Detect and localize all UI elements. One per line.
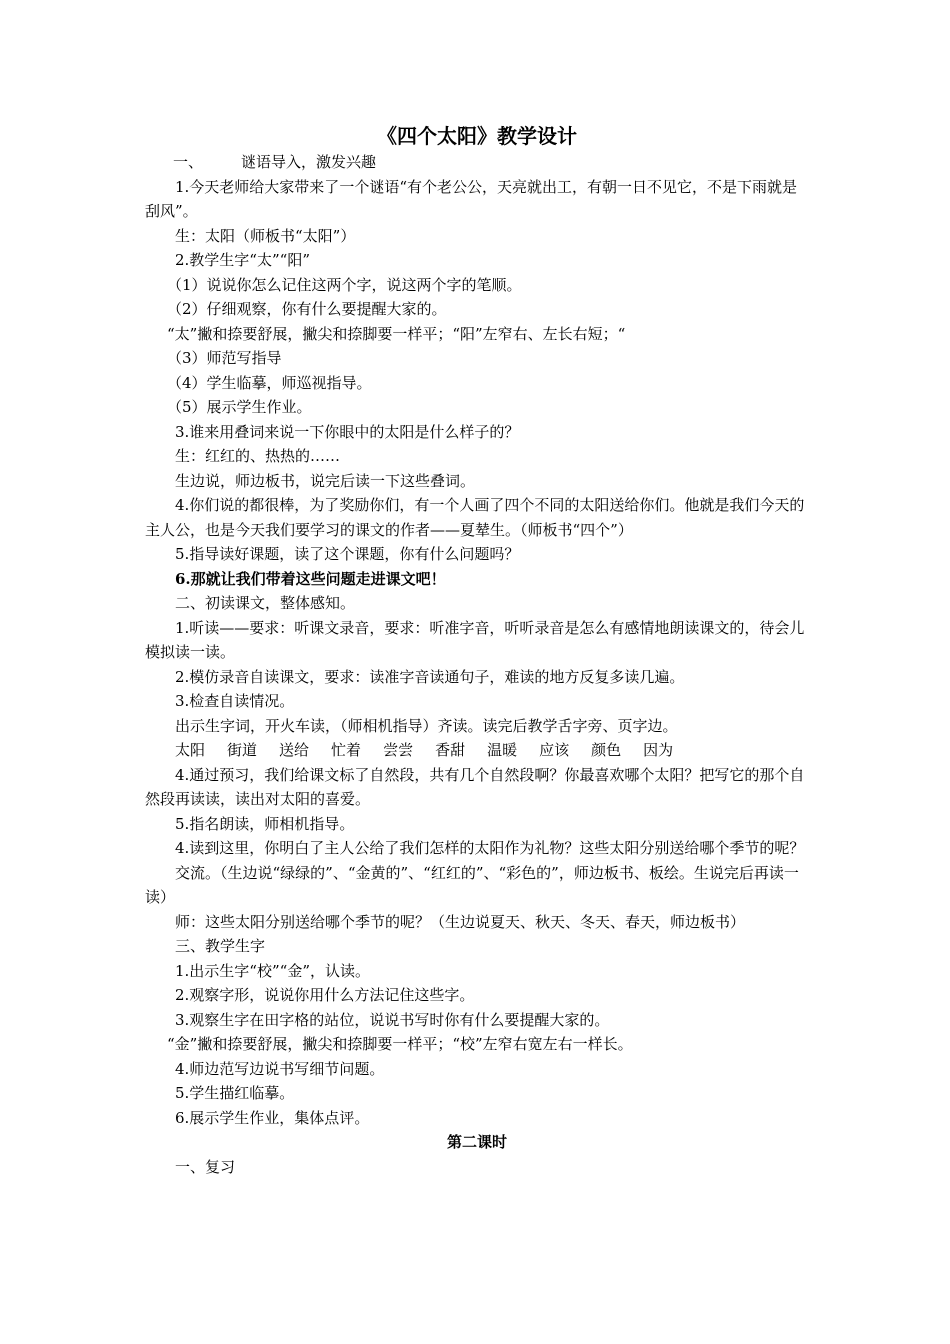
paragraph: 3.检查自读情况。 [175, 692, 295, 710]
paragraph: 5.学生描红临摹。 [175, 1084, 295, 1102]
paragraph: 6.那就让我们带着这些问题走进课文吧！ [175, 569, 446, 588]
paragraph: 4.通过预习，我们给课文标了自然段，共有几个自然段啊？你最喜欢哪个太阳？把写它的那个自然段再读读，读出对太阳的喜爱。 [145, 765, 805, 808]
vocab-word: 应该 [539, 741, 570, 759]
paragraph: （5）展示学生作业。 [167, 398, 312, 416]
vocab-word: 因为 [643, 741, 674, 759]
vocab-word: 太阳 [175, 741, 206, 759]
paragraph: 6.展示学生作业，集体点评。 [175, 1108, 370, 1127]
paragraph: （2）仔细观察，你有什么要提醒大家的。 [167, 300, 447, 318]
section-heading-3: 三、教学生字 [175, 937, 266, 955]
paragraph: 师：这些太阳分别送给哪个季节的呢？（生边说夏天、秋天、冬天、春天，师边板书） [175, 912, 746, 931]
paragraph: 2.模仿录音自读课文，要求：读准字音读通句子，难读的地方反复多读几遍。 [175, 667, 685, 686]
section-heading-2: 二、初读课文，整体感知。 [175, 594, 356, 612]
vocab-word: 忙着 [331, 741, 362, 759]
paragraph: 5.指导读好课题，读了这个课题，你有什么问题吗？ [175, 545, 520, 563]
paragraph: 出示生字词，开火车读，（师相机指导）齐读。读完后教学舌字旁、页字边。 [175, 716, 678, 735]
section-heading-1: 一、 谜语导入，激发兴趣 [173, 153, 377, 171]
paragraph: 1.听读——要求：听课文录音，要求：听准字音，听听录音是怎么有感情地朗读课文的，待会儿模拟读一读。 [145, 618, 805, 661]
paragraph: 2.教学生字“太”“阳” [175, 251, 310, 269]
paragraph: 3.谁来用叠词来说一下你眼中的太阳是什么样子的？ [175, 422, 520, 441]
vocabulary-list [145, 738, 809, 763]
vocab-word: 温暖 [487, 741, 518, 759]
paragraph: 2.观察字形，说说你用什么方法记住这些字。 [175, 986, 475, 1004]
lesson-heading: 第二课时 [446, 1133, 507, 1151]
document-body [145, 122, 809, 1179]
paragraph: 4.你们说的都很棒，为了奖励你们，有一个人画了四个不同的太阳送给你们。他就是我们今天的主人公，也是今天我们要学习的课文的作者——夏辇生。（师板书“四个”） [145, 496, 805, 539]
vocab-word: 香甜 [435, 741, 466, 759]
paragraph: 4.师边范写边说书写细节问题。 [175, 1059, 385, 1078]
paragraph: 1.出示生字“校”“金”，认读。 [175, 961, 370, 980]
vocab-word: 街道 [227, 741, 258, 759]
paragraph: 5.指名朗读，师相机指导。 [175, 814, 355, 833]
document-title: 《四个太阳》教学设计 [377, 124, 577, 148]
paragraph: 1.今天老师给大家带来了一个谜语“有个老公公，天亮就出工，有朝一日不见它，不是下雨就是刮风”。 [145, 177, 797, 220]
paragraph: 交流。（生边说“绿绿的”、“金黄的”、“红红的”、“彩色的”，师边板书、板绘。生说完后再读一读） [145, 863, 799, 906]
paragraph: 生：红红的、热热的…… [175, 447, 341, 465]
paragraph: “金”撇和捺要舒展，撇尖和捺脚要一样平；“校”左窄右宽左右一样长。 [167, 1035, 633, 1053]
paragraph: “太”撇和捺要舒展，撇尖和捺脚要一样平；“阳”左窄右、左长右短；“ [167, 324, 626, 343]
paragraph: （3）师范写指导 [167, 349, 282, 367]
paragraph: 生边说，师边板书，说完后读一下这些叠词。 [175, 471, 476, 490]
paragraph: 4.读到这里，你明白了主人公给了我们怎样的太阳作为礼物？这些太阳分别送给哪个季节的呢？ [175, 839, 805, 857]
paragraph: 3.观察生字在田字格的站位，说说书写时你有什么要提醒大家的。 [175, 1010, 610, 1029]
paragraph: （1）说说你怎么记住这两个字，说这两个字的笔顺。 [167, 275, 522, 294]
vocab-word: 送给 [279, 741, 310, 759]
section-heading-4: 一、复习 [175, 1157, 236, 1176]
paragraph: （4）学生临摹，师巡视指导。 [167, 373, 372, 392]
paragraph: 生：太阳（师板书“太阳”） [175, 226, 356, 245]
vocab-word: 尝尝 [383, 741, 414, 759]
vocab-word: 颜色 [591, 741, 622, 759]
